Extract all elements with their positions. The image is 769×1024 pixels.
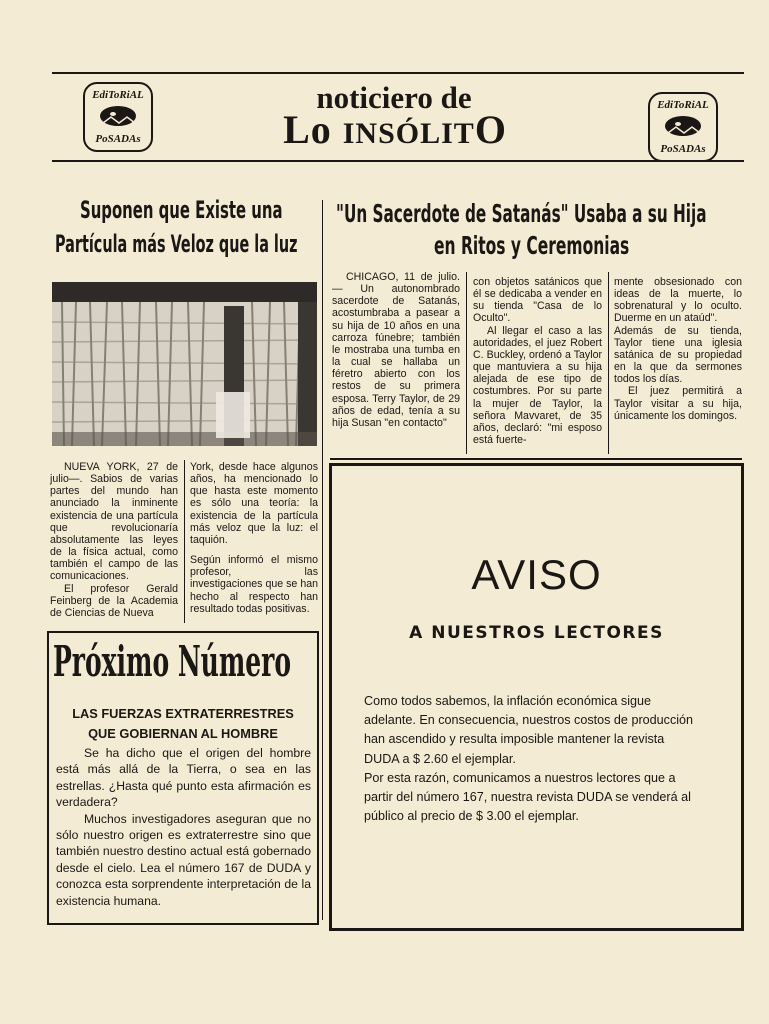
page-column-divider	[322, 200, 323, 920]
particle-photo	[52, 282, 317, 446]
right-article-divider-2	[608, 272, 609, 454]
left-article-col1: NUEVA YORK, 27 de julio—. Sabios de varias partes del mundo han anunciado la inminente existencia de una partícula que revolucionaría absolutamente las leyes de la física actual, como también el campo de las comunicaciones. El profesor Gerald Feinberg de la Academia de Ciencias de Nueva	[50, 461, 178, 619]
right-headline-line2: en Ritos y Ceremonias	[434, 231, 630, 260]
proximo-subtitle-line2: QUE GOBIERNAN AL HOMBRE	[88, 726, 278, 741]
left-headline-line1: Suponen que Existe una	[80, 196, 283, 224]
left-headline-line2: Partícula más Veloz que la luz	[55, 230, 298, 258]
editorial-posadas-logo-left: EdiToRiAL PoSADAs	[83, 82, 153, 152]
proximo-body: Se ha dicho que el origen del hombre está más allá de la Tierra, o sea en las estrellas. ¿Hasta qué punto esta afirmación es verdadera? Muchos investigadores aseguran que no sólo nuestro origen es extraterrestre sino que también nuestro destino actual está gobernado desde el cielo. Lea el número 167 de DUDA y conozca esta sorprendente interpretación de la existencia humana.	[56, 746, 311, 908]
dragon-emblem-icon	[97, 103, 139, 129]
right-headline-line1: "Un Sacerdote de Satanás" Usaba a su Hija	[336, 199, 707, 228]
masthead-top-rule	[52, 72, 744, 74]
masthead-title-line2: Lo INSÓLITO	[283, 107, 507, 152]
right-article-col3: mente obsesionado con ideas de la muerte, lo sobrenatural y lo oculto. Duerme en un ataúd". Además de su tienda, Taylor tiene una iglesia satánica de su propiedad en la que da sermones todos los días. El juez permitirá a Taylor visitar a su hija, únicamente los domingos.	[614, 276, 742, 422]
proximo-numero-box	[47, 631, 319, 925]
particle-photo-image	[52, 282, 317, 446]
dragon-emblem-icon	[662, 113, 704, 139]
proximo-subtitle-line1: LAS FUERZAS EXTRATERRESTRES	[72, 706, 294, 721]
aviso-subtitle: A NUESTROS LECTORES	[409, 623, 664, 643]
proximo-title: Próximo Número	[53, 637, 292, 686]
right-article-divider-1	[466, 272, 467, 454]
masthead-title-line1: noticiero de	[316, 80, 472, 115]
right-article-col1: CHICAGO, 11 de julio.— Un autonombrado sacerdote de Satanás, acostumbraba a pasear a su hija de 10 años en una carroza fúnebre; también le mostraba una tumba en la cual se hallaba un féretro abierto con los restos de su primera esposa. Terry Taylor, de 29 años de edad, tenía a su hija Susan "en contacto"	[332, 271, 460, 429]
aviso-body: Como todos sabemos, la inflación económica sigue adelante. En consecuencia, nuestros costos de producción han ascendido y resulta imposible mantener la revista DUDA a $ 2.60 el ejemplar. Por esta razón, comunicamos a nuestros lectores que a partir del número 167, nuestra revista DUDA se venderá al público al precio de $ 3.00 el ejemplar.	[364, 694, 694, 824]
aviso-title: AVISO	[471, 551, 602, 598]
masthead-bottom-rule	[52, 160, 744, 162]
aviso-box	[329, 463, 744, 931]
right-article-bottom-rule	[330, 458, 742, 460]
left-article-col-divider	[184, 460, 185, 623]
right-article-col2: con objetos satánicos que él se dedicaba a vender en su tienda "Casa de lo Oculto". Al llegar el caso a las autoridades, el juez Robert C. Buckley, ordenó a Taylor que mantuviera a su hija alejada de ese tipo de costumbres. Por su parte la mujer de Taylor, la señora Mavvaret, de 35 años, declaró: "mi esposo está fuerte-	[473, 276, 602, 447]
editorial-posadas-logo-right: EdiToRiAL PoSADAs	[648, 92, 718, 162]
left-article-col2: York, desde hace algunos años, ha mencionado lo que hasta este momento es sólo una teoría: la existencia de la partícula más veloz que la luz: el taquión. Según informó el mismo profesor, las investigaciones que se han hecho al respecto han resultado todas positivas.	[190, 461, 318, 615]
